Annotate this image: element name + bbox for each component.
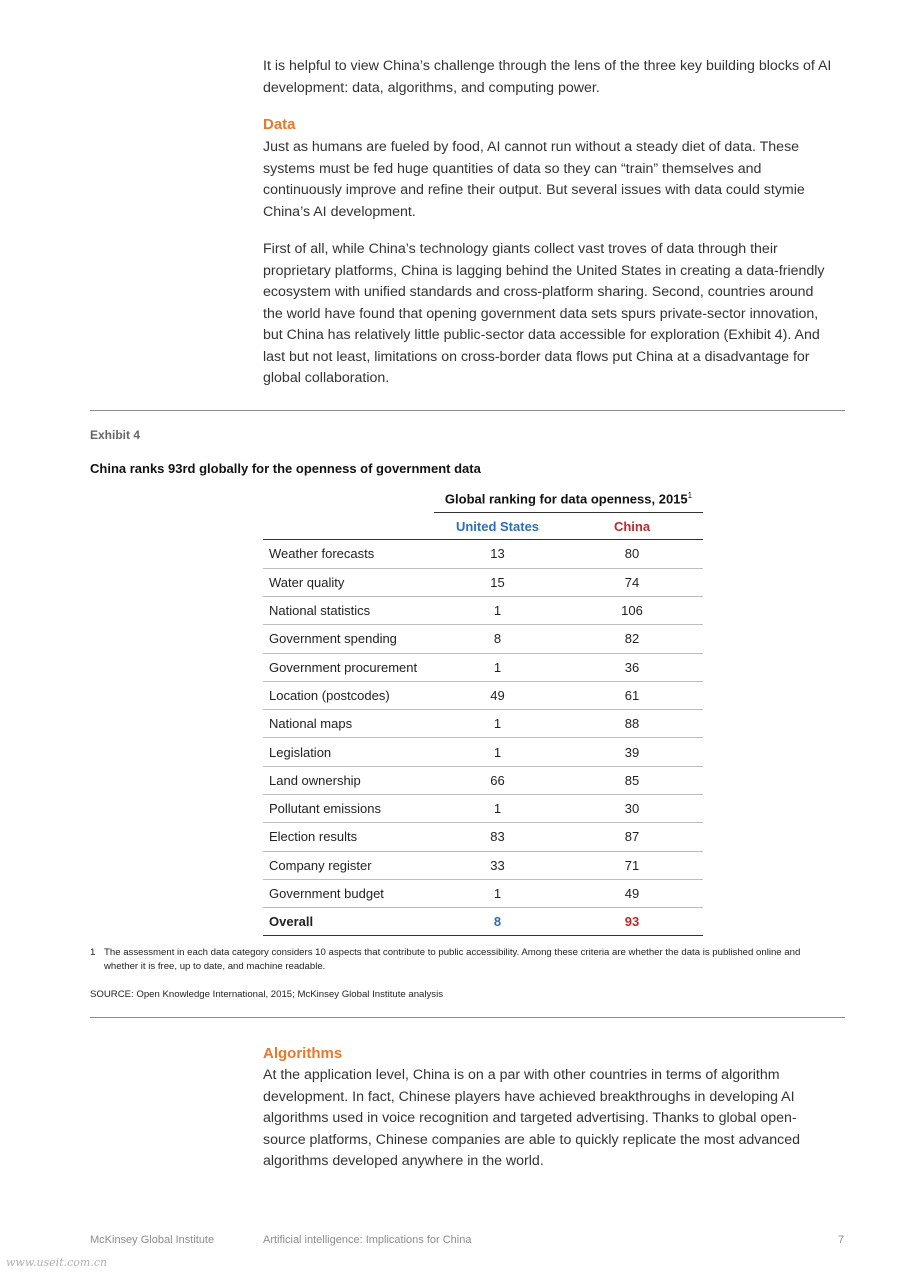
overall-label: Overall (269, 914, 314, 930)
overall-china-value: 93 (624, 914, 640, 930)
row-label: National maps (269, 716, 353, 732)
ranking-table (263, 491, 703, 936)
algorithms-paragraph: At the application level, China is on a par with other countries in terms of algorithm development. In fact, Chinese players have achieved breakthroughs in developing AI algorithms used in voice recognition and targeted advertising. Thanks to global open-source platforms, Chinese companies are able to quickly replicate the most advanced algorithms developed anywhere in the world. (263, 1067, 801, 1169)
row-label: Company register (269, 857, 372, 873)
table-row (263, 738, 703, 766)
table-row (263, 710, 703, 738)
us-value: 15 (490, 574, 505, 590)
exhibit-top-divider (90, 410, 845, 411)
row-label: Land ownership (269, 772, 361, 788)
row-label: Water quality (269, 574, 345, 590)
data-paragraph-2: First of all, while China’s technology giants collect vast troves of data through their proprietary platforms, China is lagging behind the United States in creating a data-friendly ecosystem with unified standards and cross-platform sharing. Second, countries around the world have found that opening government data sets spurs private-sector innovation, but China has relatively little public-sector data accessible for exploration (Exhibit 4). And last but not least, limitations on cross-border data flows put China at a disadvantage for global collaboration. (263, 241, 825, 386)
china-value: 61 (624, 687, 640, 703)
us-value: 1 (493, 744, 502, 760)
row-label: Government budget (269, 886, 384, 902)
china-value: 36 (624, 659, 640, 675)
us-value: 1 (493, 603, 502, 619)
watermark: www.useit.com.cn (6, 1256, 108, 1269)
table-row (263, 540, 703, 568)
us-value: 33 (490, 857, 505, 873)
source-note: SOURCE: Open Knowledge International, 2015; McKinsey Global Institute analysis (90, 989, 444, 1000)
table-row (263, 654, 703, 682)
row-label: Location (postcodes) (269, 687, 390, 703)
data-heading: Data (263, 116, 296, 133)
column-header-united-states: United States (455, 518, 540, 534)
table-header-footnote-marker: 1 (687, 491, 693, 500)
china-value: 87 (624, 829, 640, 845)
footnote (90, 946, 835, 973)
table-header-text: Global ranking for data openness, 2015 (444, 491, 688, 507)
row-label: Government procurement (269, 659, 418, 675)
row-label: Government spending (269, 631, 397, 647)
china-value: 88 (624, 716, 640, 732)
table-row-overall (263, 908, 703, 936)
china-value: 80 (624, 546, 640, 562)
us-value: 83 (490, 829, 505, 845)
column-header-china: China (613, 518, 651, 534)
row-label: Pollutant emissions (269, 801, 381, 817)
data-paragraph-1: Just as humans are fueled by food, AI cannot run without a steady diet of data. These systems must be fed huge quantities of data so they can “train” themselves and continuously improve and refine their output. But several issues with data could stymie China’s AI development. (263, 139, 805, 220)
china-value: 49 (624, 886, 640, 902)
overall-us-value: 8 (493, 914, 502, 930)
table-row (263, 682, 703, 710)
us-value: 1 (493, 659, 502, 675)
footer-report-title: Artificial intelligence: Implications for China (263, 1234, 472, 1246)
china-value: 74 (624, 574, 640, 590)
exhibit-bottom-divider (90, 1017, 845, 1018)
us-value: 1 (493, 801, 502, 817)
intro-paragraph: It is helpful to view China’s challenge through the lens of the three key building blocks of AI development: data, algorithms, and computing power. (263, 58, 832, 96)
china-value: 39 (624, 744, 640, 760)
footer-publisher: McKinsey Global Institute (90, 1234, 215, 1246)
table-row (263, 795, 703, 823)
us-value: 8 (493, 631, 502, 647)
row-label: Legislation (269, 744, 332, 760)
china-value: 71 (624, 857, 640, 873)
table-row (263, 569, 703, 597)
us-value: 13 (490, 546, 505, 562)
us-value: 1 (493, 716, 502, 732)
us-value: 66 (490, 772, 505, 788)
table-row (263, 767, 703, 795)
row-label: Election results (269, 829, 358, 845)
china-value: 30 (624, 801, 640, 817)
page-number: 7 (838, 1234, 845, 1246)
us-value: 1 (493, 886, 502, 902)
row-label: National statistics (269, 603, 371, 619)
table-row (263, 823, 703, 851)
column-headers (263, 513, 703, 540)
algorithms-heading: Algorithms (263, 1045, 343, 1062)
china-value: 85 (624, 772, 640, 788)
table-header (434, 491, 703, 513)
table-row (263, 880, 703, 908)
row-label: Weather forecasts (269, 546, 375, 562)
china-value: 82 (624, 631, 640, 647)
exhibit-label: Exhibit 4 (90, 428, 141, 442)
footnote-number: 1 (90, 947, 96, 958)
china-value: 106 (621, 603, 643, 619)
table-body (263, 540, 703, 908)
us-value: 49 (490, 687, 505, 703)
footnote-text: The assessment in each data category considers 10 aspects that contribute to public accessibility. Among these criteria are whether the data is published online and whether it is free, up to date, and machine readable. (104, 947, 801, 972)
table-row (263, 597, 703, 625)
exhibit-title: China ranks 93rd globally for the openness of government data (90, 461, 481, 476)
table-row (263, 625, 703, 653)
table-row (263, 852, 703, 880)
